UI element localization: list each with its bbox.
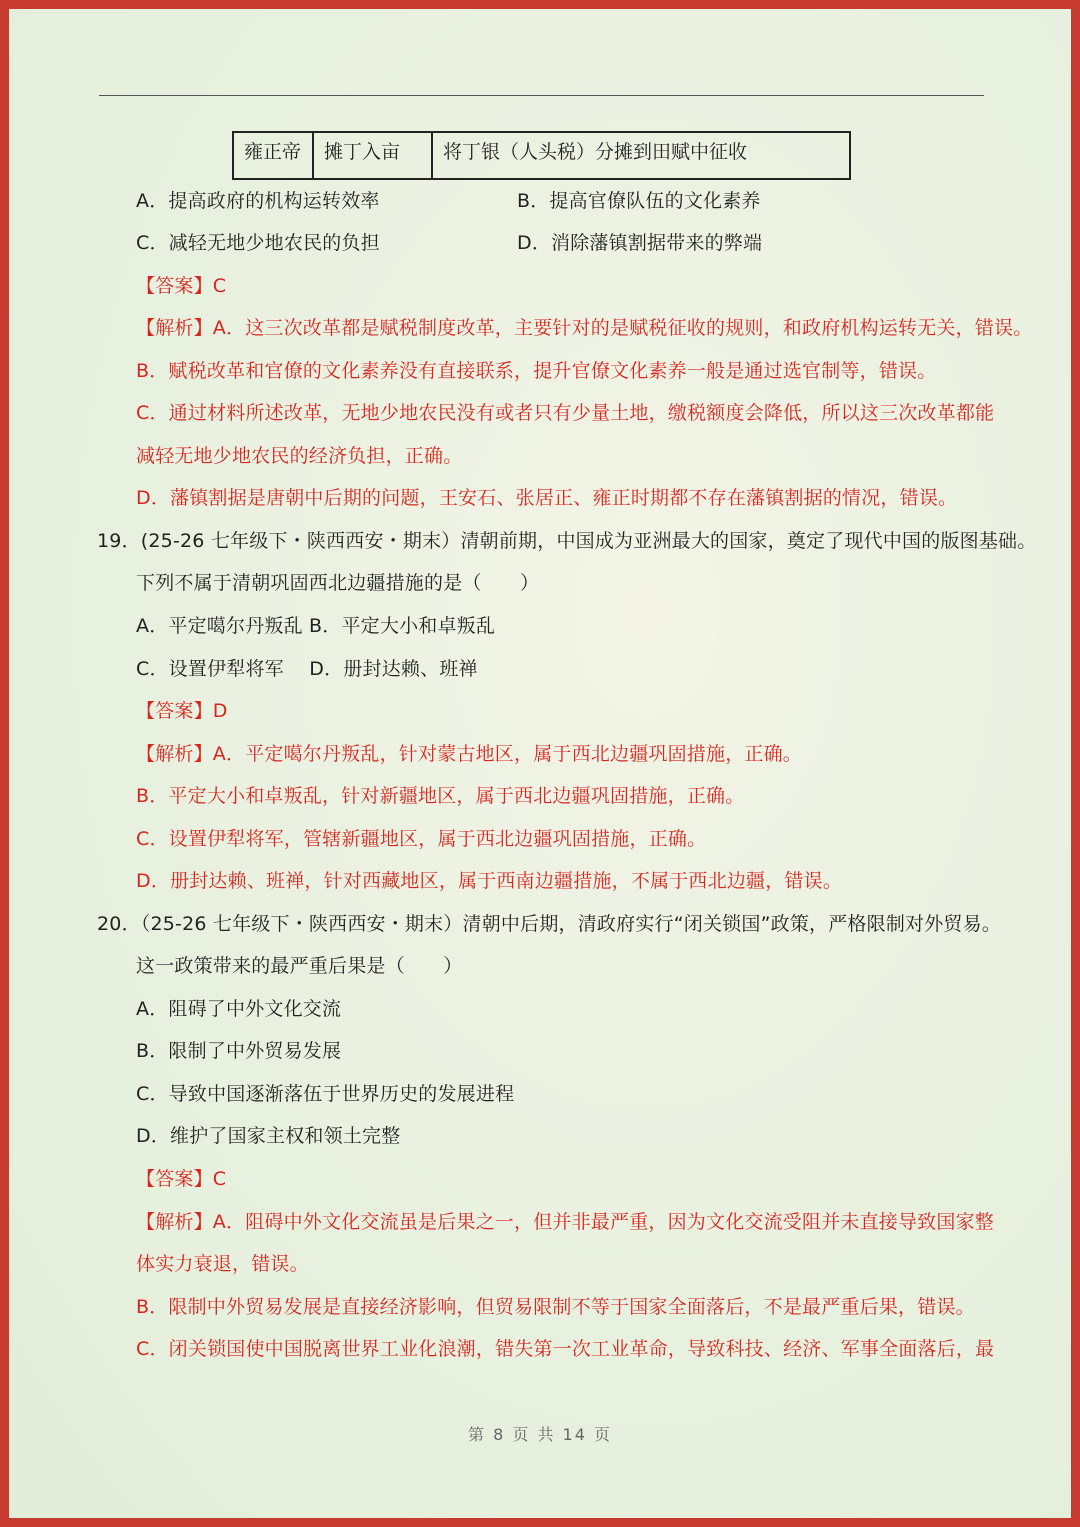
q19-options: C．设置伊犁将军 D．册封达赖、班禅 [136, 658, 478, 680]
q18-option-b: B．提高官僚队伍的文化素养 [517, 190, 761, 212]
q19-analysis-line: 【解析】A．平定噶尔丹叛乱，针对蒙古地区，属于西北边疆巩固措施，正确。 [136, 743, 802, 765]
q18-analysis-line: 【解析】A．这三次改革都是赋税制度改革，主要针对的是赋税征收的规则，和政府机构运转无关，错误。 [136, 317, 1033, 339]
q20-option-d: D．维护了国家主权和领土完整 [136, 1125, 401, 1147]
q18-analysis-line: 减轻无地少地农民的经济负担，正确。 [136, 445, 463, 467]
table-cell-emperor: 雍正帝 [233, 132, 313, 179]
q19-analysis-line: D．册封达赖、班禅，针对西藏地区，属于西南边疆措施，不属于西北边疆，错误。 [136, 870, 843, 892]
page-footer: 第 8 页 共 14 页 [468, 1425, 612, 1444]
q18-answer: 【答案】C [136, 275, 227, 297]
table-cell-content: 将丁银（人头税）分摊到田赋中征收 [432, 132, 850, 179]
q18-option-d: D．消除藩镇割据带来的弊端 [517, 232, 763, 254]
q18-analysis-line: B．赋税改革和官僚的文化素养没有直接联系，提升官僚文化素养一般是通过选官制等，错误。 [136, 360, 937, 382]
q18-analysis-line: D．藩镇割据是唐朝中后期的问题，王安石、张居正、雍正时期都不存在藩镇割据的情况，错误。 [136, 487, 958, 509]
q20-analysis-line: B．限制中外贸易发展是直接经济影响，但贸易限制不等于国家全面落后，不是最严重后果，错误。 [136, 1296, 975, 1318]
reform-table [232, 131, 851, 180]
q19-analysis-line: C．设置伊犁将军，管辖新疆地区，属于西北边疆巩固措施，正确。 [136, 828, 707, 850]
q19-stem: 19．(25-26 七年级下・陕西西安・期末）清朝前期，中国成为亚洲最大的国家，奠定了现代中国的版图基础。 [97, 530, 1037, 552]
q20-option-b: B．限制了中外贸易发展 [136, 1040, 342, 1062]
q20-answer: 【答案】C [136, 1168, 227, 1190]
header-rule [99, 95, 984, 96]
q19-analysis-line: B．平定大小和卓叛乱，针对新疆地区，属于西北边疆巩固措施，正确。 [136, 785, 745, 807]
table-cell-reform: 摊丁入亩 [313, 132, 432, 179]
q20-analysis-line: 【解析】A．阻碍中外文化交流虽是后果之一，但并非最严重，因为文化交流受阻并未直接导致国家整 [136, 1211, 995, 1233]
q18-option-a: A．提高政府的机构运转效率 [136, 190, 380, 212]
q18-analysis-line: C．通过材料所述改革，无地少地农民没有或者只有少量土地，缴税额度会降低，所以这三次改革都能 [136, 402, 995, 424]
q20-analysis-line: C．闭关锁国使中国脱离世界工业化浪潮，错失第一次工业革命，导致科技、经济、军事全面落后，最 [136, 1338, 995, 1360]
table-row [233, 132, 850, 179]
q18-option-c: C．减轻无地少地农民的负担 [136, 232, 380, 254]
document-page [9, 9, 1071, 1518]
q20-stem: 这一政策带来的最严重后果是（ ） [136, 955, 463, 977]
q20-stem: 20．（25-26 七年级下・陕西西安・期末）清朝中后期，清政府实行“闭关锁国”政策，严格限制对外贸易。 [97, 913, 1002, 935]
q20-option-a: A．阻碍了中外文化交流 [136, 998, 342, 1020]
q19-stem: 下列不属于清朝巩固西北边疆措施的是（ ） [136, 572, 540, 594]
q19-answer: 【答案】D [136, 700, 228, 722]
q19-options: A．平定噶尔丹叛乱 B．平定大小和卓叛乱 [136, 615, 496, 637]
q20-analysis-line: 体实力衰退，错误。 [136, 1253, 309, 1275]
q20-option-c: C．导致中国逐渐落伍于世界历史的发展进程 [136, 1083, 515, 1105]
